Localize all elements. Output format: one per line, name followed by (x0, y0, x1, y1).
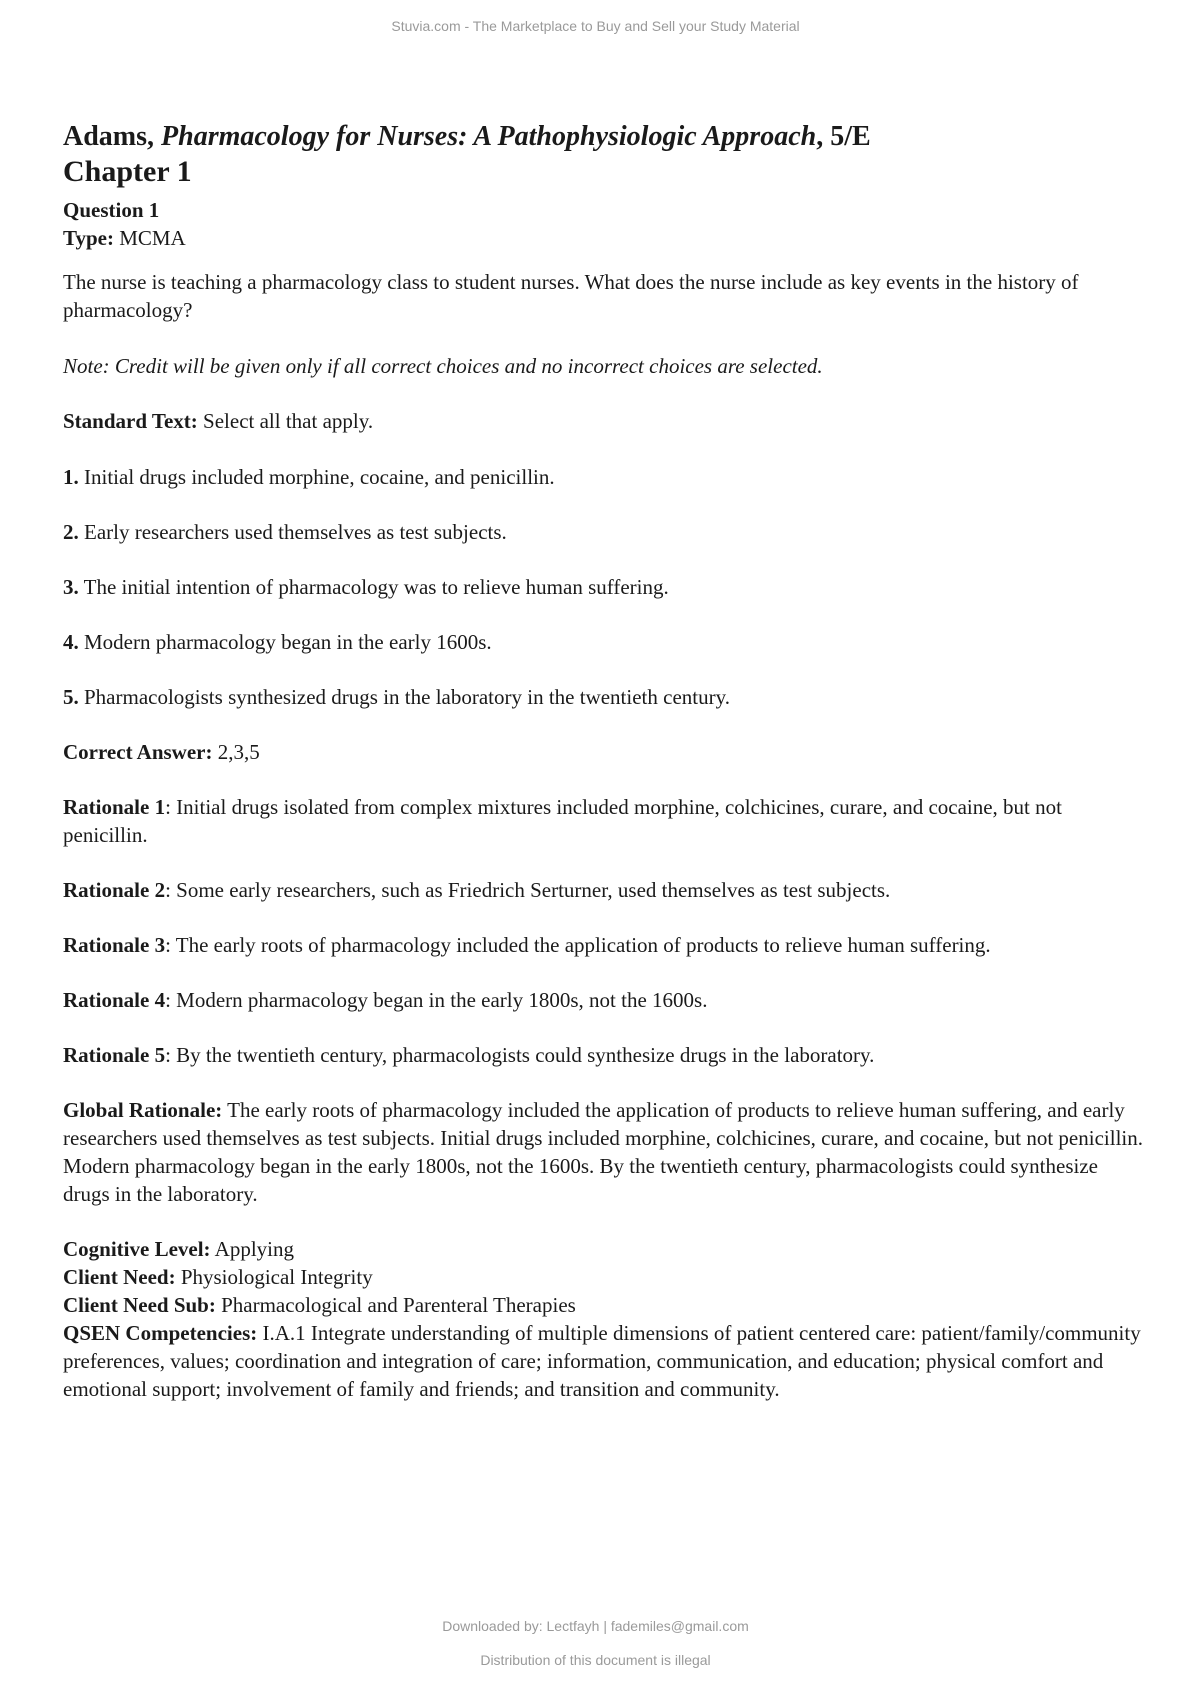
author-name: Adams, (63, 121, 155, 152)
correct-answer (63, 738, 1143, 766)
rationale-label: Rationale 4 (63, 988, 166, 1012)
global-rationale-text: The early roots of pharmacology included the application of products to relieve human suffering, and early researchers used themselves as test subjects. Initial drugs included morphine, colchicines, curare, and cocaine, but not penicillin. Modern pharmacology began in the early 1800s, not the 1600s. By the twentieth century, pharmacologists could synthesize drugs in the laboratory. (63, 1098, 1143, 1206)
chapter-heading: Chapter 1 (63, 155, 192, 188)
rationale-item (63, 1041, 1143, 1069)
question-type (63, 224, 1143, 252)
choice-number: 2. (63, 520, 79, 544)
client-need-sub (63, 1291, 1143, 1319)
standard-text-label: Standard Text: (63, 409, 198, 433)
global-rationale (63, 1096, 1143, 1208)
standard-text (63, 407, 1143, 435)
rationale-text: : By the twentieth century, pharmacologists could synthesize drugs in the laboratory. (165, 1043, 875, 1067)
choice-item (63, 628, 1143, 656)
choice-text: Pharmacologists synthesized drugs in the laboratory in the twentieth century. (84, 685, 730, 709)
rationale-text: : The early roots of pharmacology included the application of products to relieve human suffering. (165, 933, 991, 957)
client-need-sub-value: Pharmacological and Parenteral Therapies (221, 1293, 576, 1317)
qsen-label: QSEN Competencies: (63, 1321, 258, 1345)
document-title (63, 120, 1143, 154)
qsen-value: I.A.1 Integrate understanding of multiple dimensions of patient centered care: patient/family/community preferences, values; coordination and integration of care; information, communication, and education; physical comfort and emotional support; involvement of family and friends; and transition and community. (63, 1321, 1141, 1401)
choice-number: 4. (63, 630, 79, 654)
rationale-label: Rationale 3 (63, 933, 166, 957)
rationale-label: Rationale 5 (63, 1043, 166, 1067)
rationale-item (63, 876, 1143, 904)
edition: , 5/E (816, 121, 871, 152)
choice-text: Initial drugs included morphine, cocaine, and penicillin. (84, 465, 555, 489)
standard-text-value: Select all that apply. (203, 409, 374, 433)
client-need-label: Client Need: (63, 1265, 176, 1289)
cognitive-level-value: Applying (214, 1237, 294, 1261)
book-title: Pharmacology for Nurses: A Pathophysiologic Approach (161, 121, 817, 152)
correct-answer-label: Correct Answer: (63, 740, 213, 764)
choice-number: 1. (63, 465, 79, 489)
choice-item (63, 518, 1143, 546)
choice-text: Early researchers used themselves as test subjects. (84, 520, 507, 544)
question-type-label: Type: (63, 226, 114, 250)
watermark-header: Stuvia.com - The Marketplace to Buy and Sell your Study Material (391, 18, 800, 34)
rationale-label: Rationale 1 (63, 795, 166, 819)
global-rationale-label: Global Rationale: (63, 1098, 223, 1122)
question-number: Question 1 (63, 198, 160, 222)
rationale-text: : Modern pharmacology began in the early 1800s, not the 1600s. (165, 988, 708, 1012)
choice-item (63, 463, 1143, 491)
rationale-label: Rationale 2 (63, 878, 166, 902)
classification-block (63, 1235, 1143, 1403)
question-type-value: MCMA (119, 226, 186, 250)
rationale-item (63, 793, 1143, 849)
choice-text: Modern pharmacology began in the early 1600s. (84, 630, 492, 654)
rationale-item (63, 931, 1143, 959)
rationale-text: : Initial drugs isolated from complex mixtures included morphine, colchicines, curare, and cocaine, but not penicillin. (63, 795, 1062, 847)
cognitive-level-label: Cognitive Level: (63, 1237, 211, 1261)
client-need (63, 1263, 1143, 1291)
credit-note: Note: Credit will be given only if all correct choices and no incorrect choices are selected. (63, 354, 823, 378)
question-stem: The nurse is teaching a pharmacology class to student nurses. What does the nurse include as key events in the history of pharmacology? (63, 270, 1079, 322)
choice-text: The initial intention of pharmacology was to relieve human suffering. (83, 575, 669, 599)
correct-answer-value: 2,3,5 (217, 740, 260, 764)
choice-item (63, 683, 1143, 711)
document-body (63, 120, 1143, 1403)
choice-item (63, 573, 1143, 601)
choice-number: 5. (63, 685, 79, 709)
watermark-distribution-notice: Distribution of this document is illegal (480, 1652, 711, 1668)
rationale-text: : Some early researchers, such as Friedrich Serturner, used themselves as test subjects. (165, 878, 891, 902)
rationale-item (63, 986, 1143, 1014)
watermark-download-info: Downloaded by: Lectfayh | fademiles@gmail.com (442, 1618, 749, 1634)
cognitive-level (63, 1235, 1143, 1263)
qsen-competencies (63, 1319, 1143, 1403)
choice-number: 3. (63, 575, 79, 599)
client-need-value: Physiological Integrity (180, 1265, 373, 1289)
client-need-sub-label: Client Need Sub: (63, 1293, 216, 1317)
